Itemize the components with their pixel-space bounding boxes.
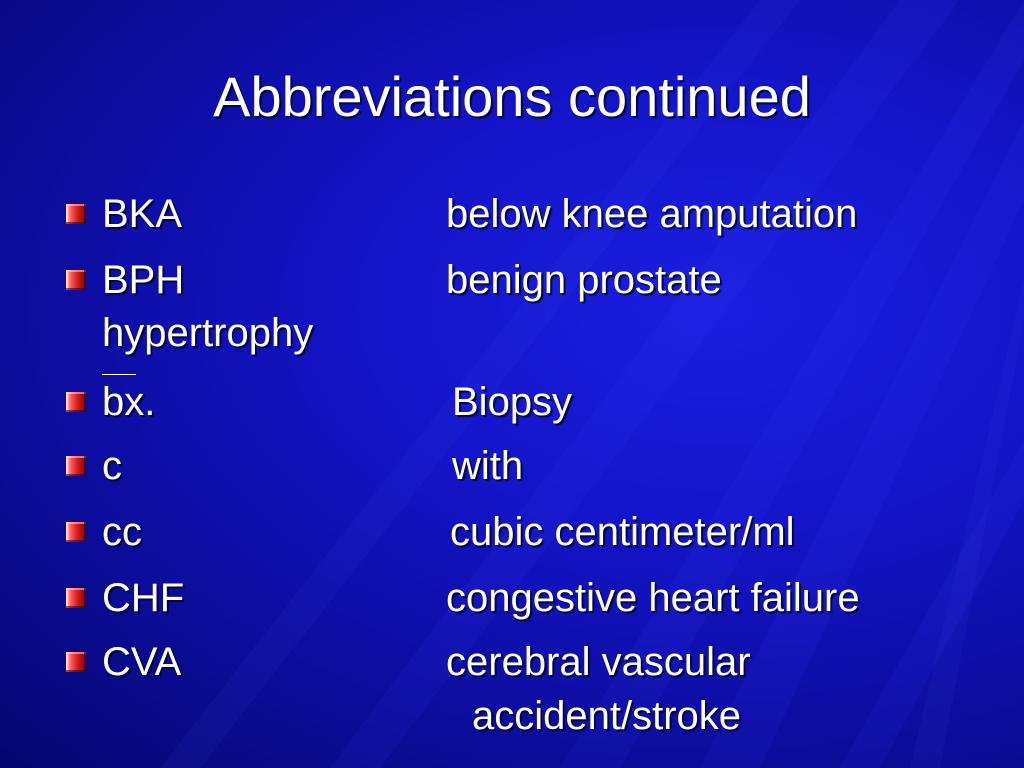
meaning-bx: Biopsy	[452, 380, 573, 424]
red-square-bullet-icon	[66, 588, 86, 608]
abbr-cc: cc	[102, 510, 142, 554]
red-square-bullet-icon	[66, 392, 86, 412]
abbr-c: c	[102, 444, 122, 488]
abbr-bx: bx.	[102, 380, 156, 424]
red-square-bullet-icon	[66, 522, 86, 542]
meaning-cva-continued: accident/stroke	[472, 694, 742, 738]
red-square-bullet-icon	[66, 270, 86, 290]
meaning-c: with	[452, 444, 524, 488]
red-square-bullet-icon	[66, 652, 86, 672]
abbr-cva: CVA	[102, 640, 182, 684]
abbr-bph: BPH	[102, 258, 185, 302]
red-square-bullet-icon	[66, 456, 86, 476]
meaning-bph-continued: hypertrophy	[102, 311, 314, 355]
abbr-chf: CHF	[102, 576, 185, 620]
abbr-bka: BKA	[102, 192, 183, 236]
slide-title: Abbreviations continued	[213, 65, 811, 128]
red-square-bullet-icon	[66, 204, 86, 224]
meaning-bph: benign prostate	[446, 258, 722, 302]
meaning-cc: cubic centimeter/ml	[450, 510, 795, 554]
meaning-cva: cerebral vascular	[446, 640, 751, 684]
overline-mark	[102, 374, 136, 375]
meaning-chf: congestive heart failure	[446, 576, 860, 620]
meaning-bka: below knee amputation	[446, 192, 858, 236]
